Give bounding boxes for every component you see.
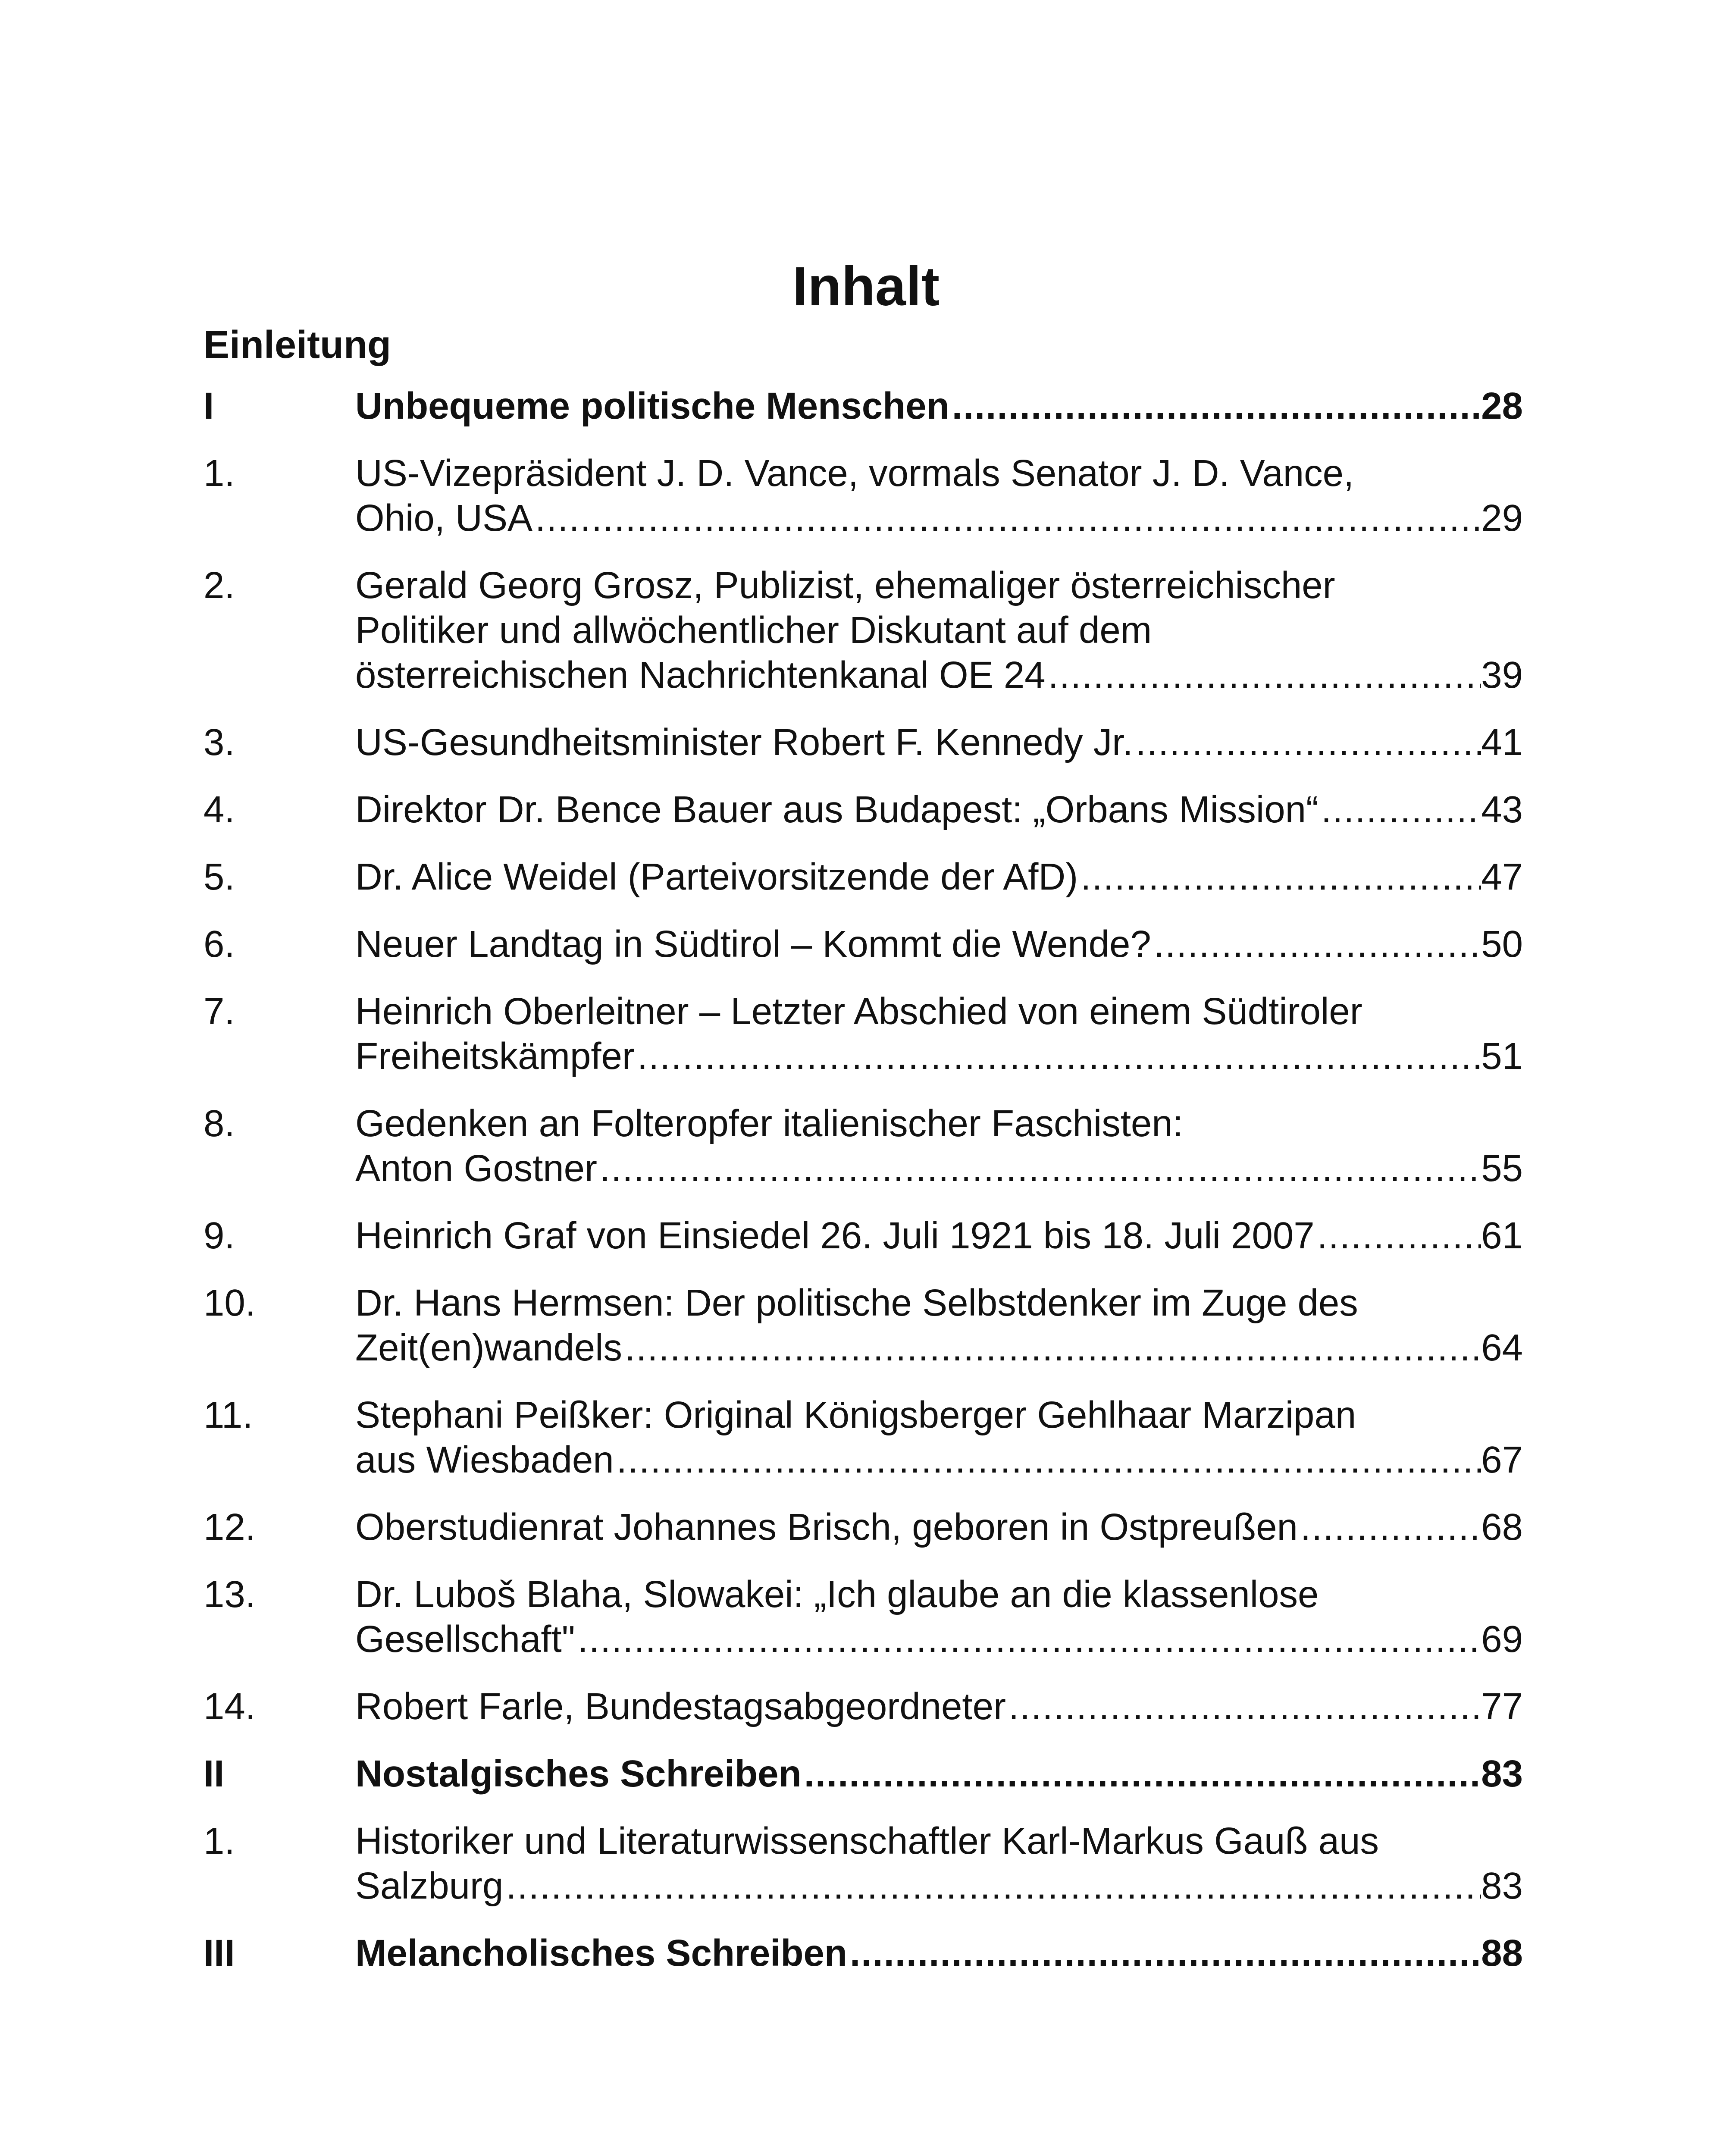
toc-entry [204, 1101, 1523, 1191]
page-number: 77 [1481, 1686, 1523, 1727]
entry-title [355, 1393, 1523, 1482]
entry-title [355, 787, 1523, 832]
entry-title-line: Heinrich Oberleitner – Letzter Abschied von einem Südtiroler [355, 990, 1362, 1032]
dot-leader [1319, 787, 1481, 832]
entry-title-line: Nostalgisches Schreiben [355, 1753, 802, 1795]
page-number: 43 [1481, 789, 1523, 830]
page-number: 29 [1481, 497, 1523, 539]
entry-title-line: Dr. Alice Weidel (Parteivorsitzende der AfD) [355, 856, 1078, 898]
entry-title-line: Robert Farle, Bundestagsabgeordneter [355, 1686, 1006, 1727]
entry-title-line: Dr. Hans Hermsen: Der politische Selbstdenker im Zuge des [355, 1282, 1358, 1324]
entry-number: 9. [204, 1215, 235, 1257]
toc-entry [204, 989, 1523, 1079]
entry-title [355, 1931, 1523, 1976]
entry-title [355, 563, 1523, 698]
page-number: 61 [1481, 1215, 1523, 1257]
entry-title [355, 989, 1523, 1079]
entry-number: II [204, 1753, 225, 1795]
toc-entry [204, 451, 1523, 541]
page-title: Inhalt [792, 256, 940, 317]
entry-title-line: österreichischen Nachrichtenkanal OE 24 [355, 654, 1046, 696]
entry-title-line: Unbequeme politische Menschen [355, 385, 949, 427]
toc-entry [204, 1393, 1523, 1482]
entry-title-line: Gesellschaft" [355, 1618, 575, 1660]
dot-leader [597, 1146, 1481, 1191]
page-number: 83 [1481, 1865, 1523, 1907]
entry-number: 10. [204, 1282, 256, 1324]
dot-leader [614, 1438, 1481, 1482]
entry-title [355, 1752, 1523, 1796]
entry-number: 1. [204, 452, 235, 494]
entry-number: 1. [204, 1820, 235, 1862]
entry-title-line: Salzburg [355, 1865, 504, 1907]
entry-title-line: US-Vizepräsident J. D. Vance, vormals Senator J. D. Vance, [355, 452, 1354, 494]
dot-leader [532, 496, 1481, 541]
entry-number: 12. [204, 1506, 256, 1548]
dot-leader [1151, 922, 1481, 967]
page-number: 68 [1481, 1506, 1523, 1548]
entry-number: I [204, 385, 214, 427]
entry-number: III [204, 1932, 235, 1974]
entry-title [355, 1213, 1523, 1258]
toc-entry [204, 1281, 1523, 1370]
page-number: 67 [1481, 1439, 1523, 1481]
dot-leader [847, 1931, 1481, 1976]
entry-title-line: aus Wiesbaden [355, 1439, 614, 1481]
page-number: 83 [1481, 1753, 1523, 1795]
page-number: 41 [1481, 721, 1523, 763]
entry-number: 5. [204, 856, 235, 898]
entry-number: 14. [204, 1686, 256, 1727]
page-number: 47 [1481, 856, 1523, 898]
dot-leader [503, 1864, 1481, 1908]
toc-section [204, 1931, 1523, 1976]
entry-title [355, 1505, 1523, 1550]
dot-leader [1078, 855, 1481, 899]
page-number: 55 [1481, 1147, 1523, 1189]
entry-title [355, 1684, 1523, 1729]
toc-entry [204, 1505, 1523, 1550]
entry-number: 2. [204, 564, 235, 606]
entry-title [355, 451, 1523, 541]
toc-entry [204, 1213, 1523, 1258]
toc-entry [204, 787, 1523, 832]
entry-title-line: Zeit(en)wandels [355, 1327, 622, 1369]
entry-title-line: Oberstudienrat Johannes Brisch, geboren in Ostpreußen [355, 1506, 1298, 1548]
toc-entry [204, 563, 1523, 698]
dot-leader [635, 1034, 1481, 1079]
entry-title-line: Melancholisches Schreiben [355, 1932, 848, 1974]
dot-leader [622, 1326, 1481, 1370]
entry-number: 4. [204, 789, 235, 830]
entry-number: 13. [204, 1573, 256, 1615]
entry-title [355, 922, 1523, 967]
dot-leader [949, 384, 1481, 429]
entry-number: 7. [204, 990, 235, 1032]
table-of-contents [204, 384, 1523, 1998]
dot-leader [575, 1617, 1481, 1662]
entry-title-line: Stephani Peißker: Original Königsberger Gehlhaar Marzipan [355, 1394, 1356, 1436]
toc-entry [204, 1572, 1523, 1662]
entry-title [355, 1572, 1523, 1662]
entry-title [355, 855, 1523, 899]
entry-title-line: Heinrich Graf von Einsiedel 26. Juli 1921 bis 18. Juli 2007 [355, 1215, 1315, 1257]
dot-leader [1315, 1213, 1481, 1258]
entry-title-line: Direktor Dr. Bence Bauer aus Budapest: „Orbans Mission“ [355, 789, 1319, 830]
entry-title-line: Gedenken an Folteropfer italienischer Faschisten: [355, 1103, 1183, 1144]
entry-title-line: Ohio, USA [355, 497, 532, 539]
entry-number: 8. [204, 1103, 235, 1144]
intro-heading: Einleitung [204, 323, 391, 367]
entry-title-line: Anton Gostner [355, 1147, 597, 1189]
page-number: 28 [1481, 385, 1523, 427]
entry-title [355, 1281, 1523, 1370]
dot-leader [1046, 653, 1481, 698]
entry-title-line: Dr. Luboš Blaha, Slowakei: „Ich glaube an die klassenlose [355, 1573, 1319, 1615]
page-number: 88 [1481, 1932, 1523, 1974]
toc-entry [204, 922, 1523, 967]
dot-leader [1006, 1684, 1481, 1729]
page-number: 69 [1481, 1618, 1523, 1660]
entry-number: 6. [204, 923, 235, 965]
toc-entry [204, 1684, 1523, 1729]
page-number: 39 [1481, 654, 1523, 696]
entry-title [355, 720, 1523, 765]
entry-title-line: US-Gesundheitsminister Robert F. Kennedy Jr. [355, 721, 1133, 763]
entry-title-line: Neuer Landtag in Südtirol – Kommt die Wende? [355, 923, 1151, 965]
entry-title-line: Politiker und allwöchentlicher Diskutant auf dem [355, 609, 1152, 651]
page-number: 50 [1481, 923, 1523, 965]
toc-entry [204, 855, 1523, 899]
entry-title [355, 384, 1523, 429]
entry-title [355, 1819, 1523, 1908]
entry-title [355, 1101, 1523, 1191]
entry-number: 11. [204, 1394, 253, 1436]
page-number: 51 [1481, 1035, 1523, 1077]
toc-section [204, 1752, 1523, 1796]
toc-section [204, 384, 1523, 429]
dot-leader [1133, 720, 1481, 765]
dot-leader [802, 1752, 1481, 1796]
toc-entry [204, 1819, 1523, 1908]
entry-title-line: Freiheitskämpfer [355, 1035, 635, 1077]
entry-title-line: Historiker und Literaturwissenschaftler Karl-Markus Gauß aus [355, 1820, 1379, 1862]
entry-title-line: Gerald Georg Grosz, Publizist, ehemaliger österreichischer [355, 564, 1335, 606]
entry-number: 3. [204, 721, 235, 763]
dot-leader [1298, 1505, 1481, 1550]
toc-entry [204, 720, 1523, 765]
page-number: 64 [1481, 1327, 1523, 1369]
